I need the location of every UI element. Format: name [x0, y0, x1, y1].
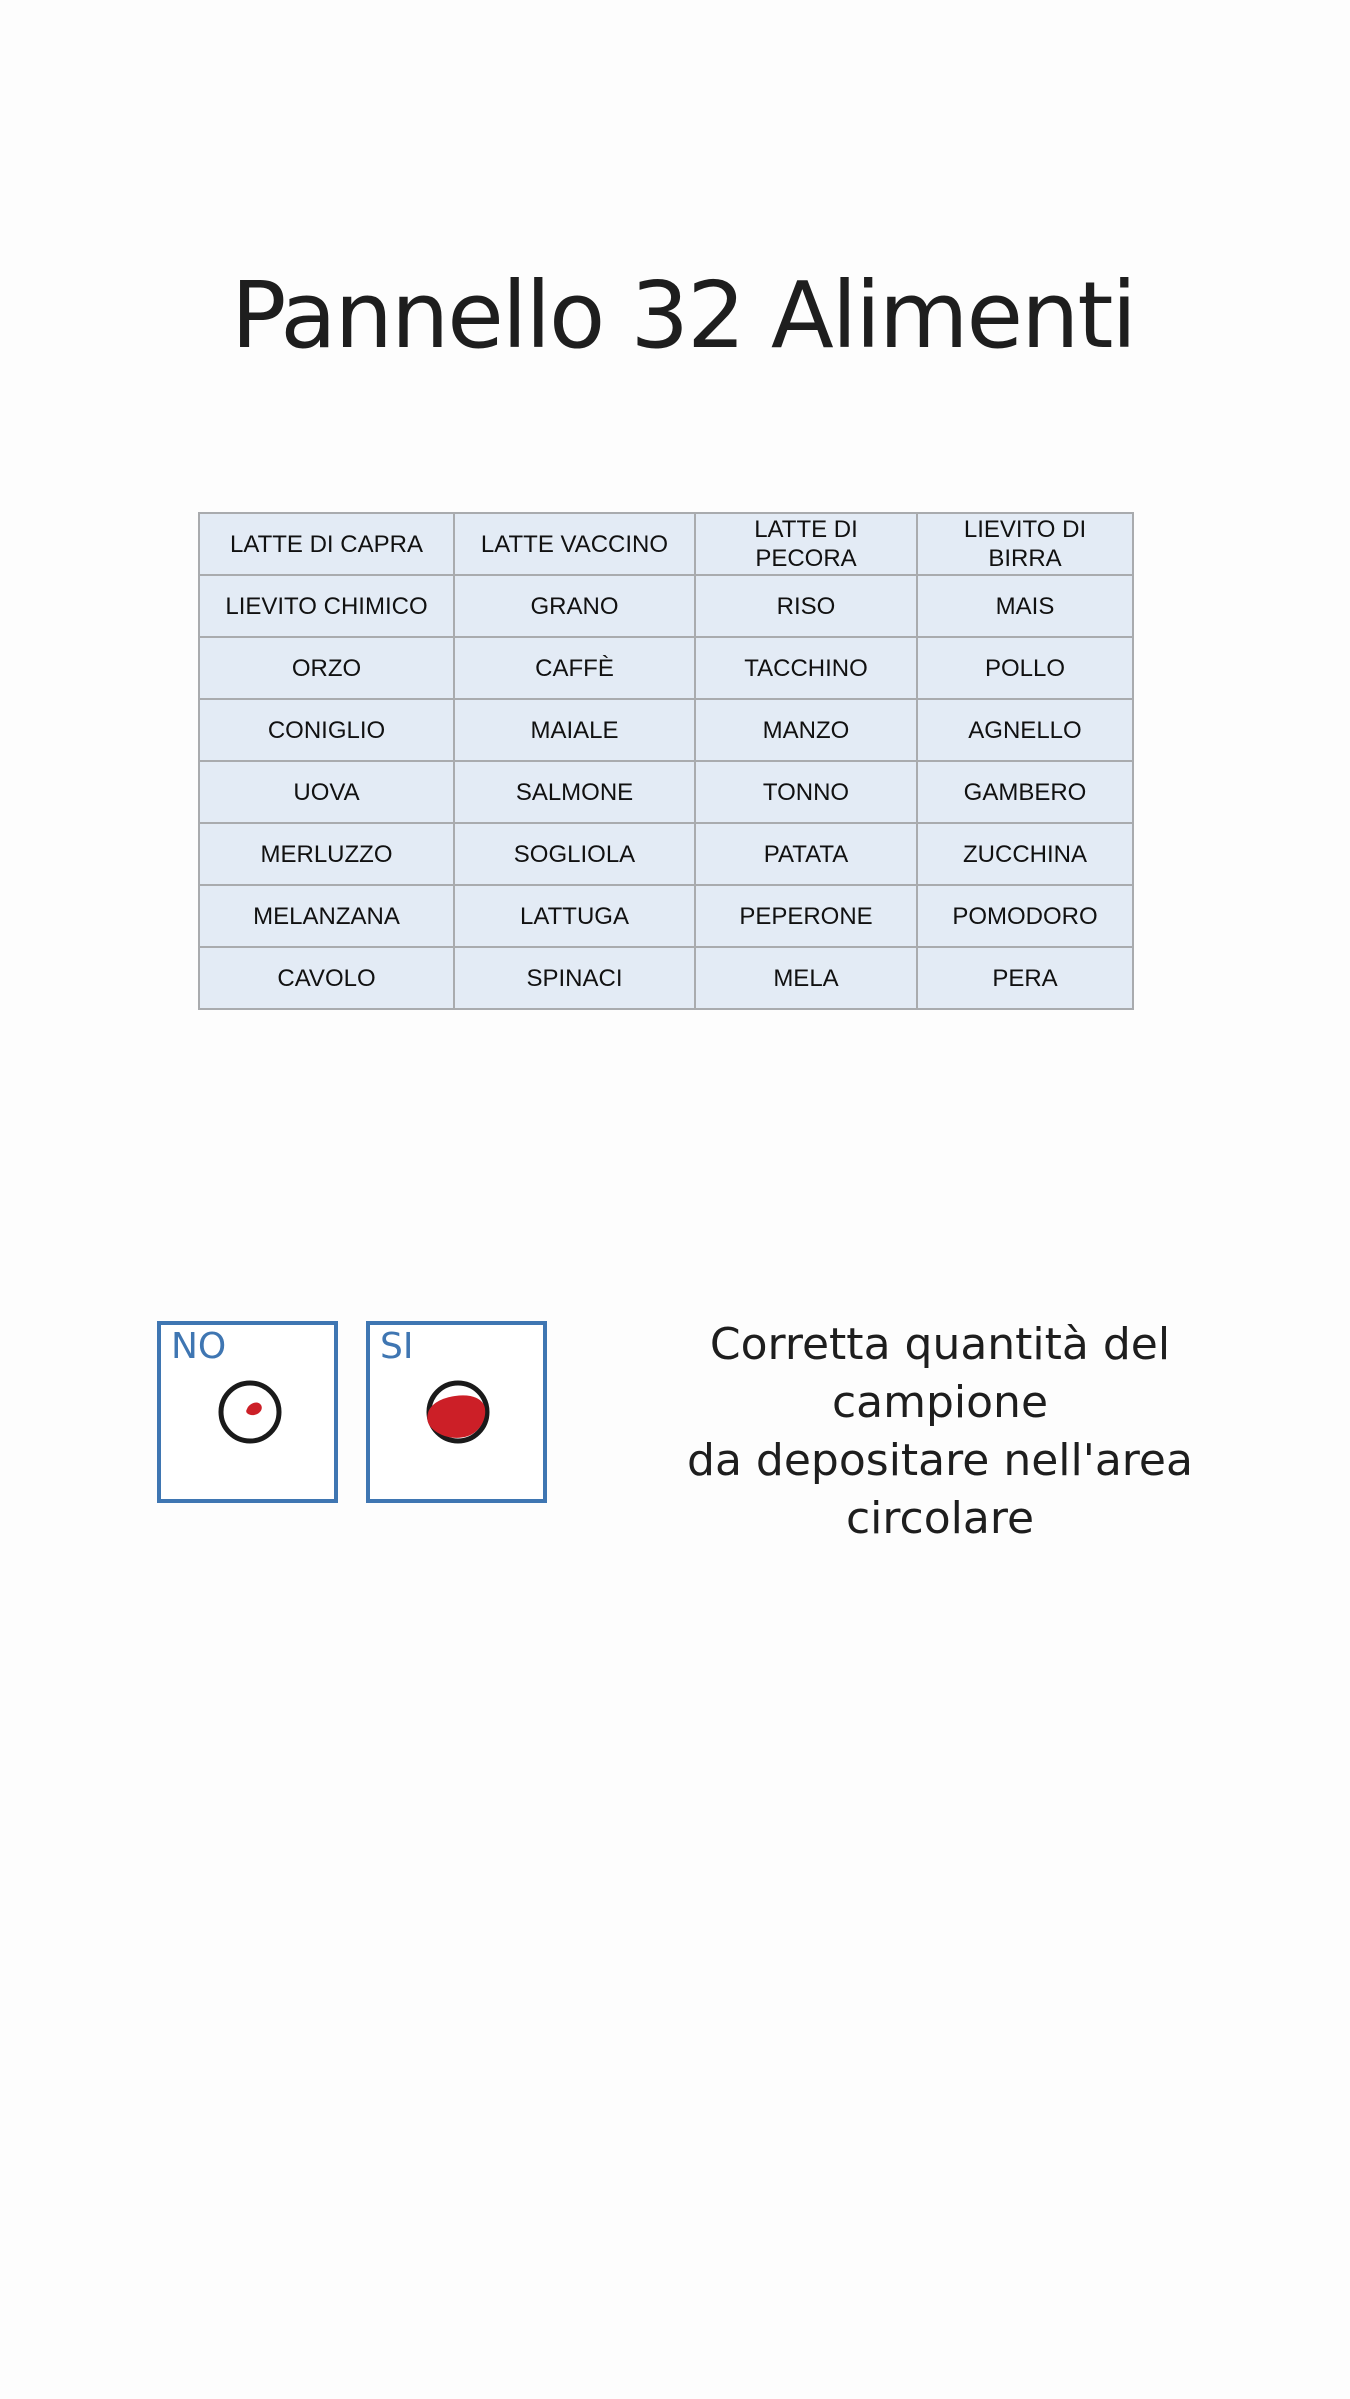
- food-cell: LATTE DI CAPRA: [199, 513, 454, 575]
- food-cell: PERA: [917, 947, 1133, 1009]
- table-row: [199, 637, 1133, 699]
- table-row: [199, 761, 1133, 823]
- si-label: SI: [380, 1326, 414, 1367]
- incorrect-sample-example: [157, 1321, 338, 1503]
- food-cell: POLLO: [917, 637, 1133, 699]
- food-cell: MERLUZZO: [199, 823, 454, 885]
- food-cell: LATTE VACCINO: [454, 513, 695, 575]
- table-row: [199, 699, 1133, 761]
- food-cell: MAIALE: [454, 699, 695, 761]
- page-title: Pannello 32 Alimenti: [230, 262, 1136, 369]
- food-cell: MELANZANA: [199, 885, 454, 947]
- food-cell: SOGLIOLA: [454, 823, 695, 885]
- food-cell: GAMBERO: [917, 761, 1133, 823]
- food-cell: CONIGLIO: [199, 699, 454, 761]
- food-cell: TACCHINO: [695, 637, 917, 699]
- table-row: [199, 513, 1133, 575]
- food-cell: MELA: [695, 947, 917, 1009]
- food-cell: LIEVITO DI BIRRA: [917, 513, 1133, 575]
- table-row: [199, 823, 1133, 885]
- caption-line: Corretta quantità del campione: [709, 1319, 1171, 1428]
- table-row: [199, 575, 1133, 637]
- food-cell: GRANO: [454, 575, 695, 637]
- food-cell: ORZO: [199, 637, 454, 699]
- food-cell: TONNO: [695, 761, 917, 823]
- food-cell: POMODORO: [917, 885, 1133, 947]
- no-label: NO: [171, 1326, 227, 1367]
- table-row: [199, 947, 1133, 1009]
- food-cell: ZUCCHINA: [917, 823, 1133, 885]
- food-cell: SPINACI: [454, 947, 695, 1009]
- food-panel-table: [198, 512, 1134, 1010]
- food-cell: AGNELLO: [917, 699, 1133, 761]
- food-cell: MANZO: [695, 699, 917, 761]
- food-cell: PEPERONE: [695, 885, 917, 947]
- food-cell: CAFFÈ: [454, 637, 695, 699]
- food-cell: UOVA: [199, 761, 454, 823]
- food-cell: MAIS: [917, 575, 1133, 637]
- food-cell: LIEVITO CHIMICO: [199, 575, 454, 637]
- sample-quantity-caption: [600, 1316, 1280, 1548]
- food-cell: LATTUGA: [454, 885, 695, 947]
- food-cell: LATTE DI PECORA: [695, 513, 917, 575]
- food-cell: CAVOLO: [199, 947, 454, 1009]
- table-row: [199, 885, 1133, 947]
- food-cell: PATATA: [695, 823, 917, 885]
- correct-sample-example: [366, 1321, 547, 1503]
- food-cell: RISO: [695, 575, 917, 637]
- caption-line: da depositare nell'area circolare: [687, 1435, 1193, 1544]
- food-cell: SALMONE: [454, 761, 695, 823]
